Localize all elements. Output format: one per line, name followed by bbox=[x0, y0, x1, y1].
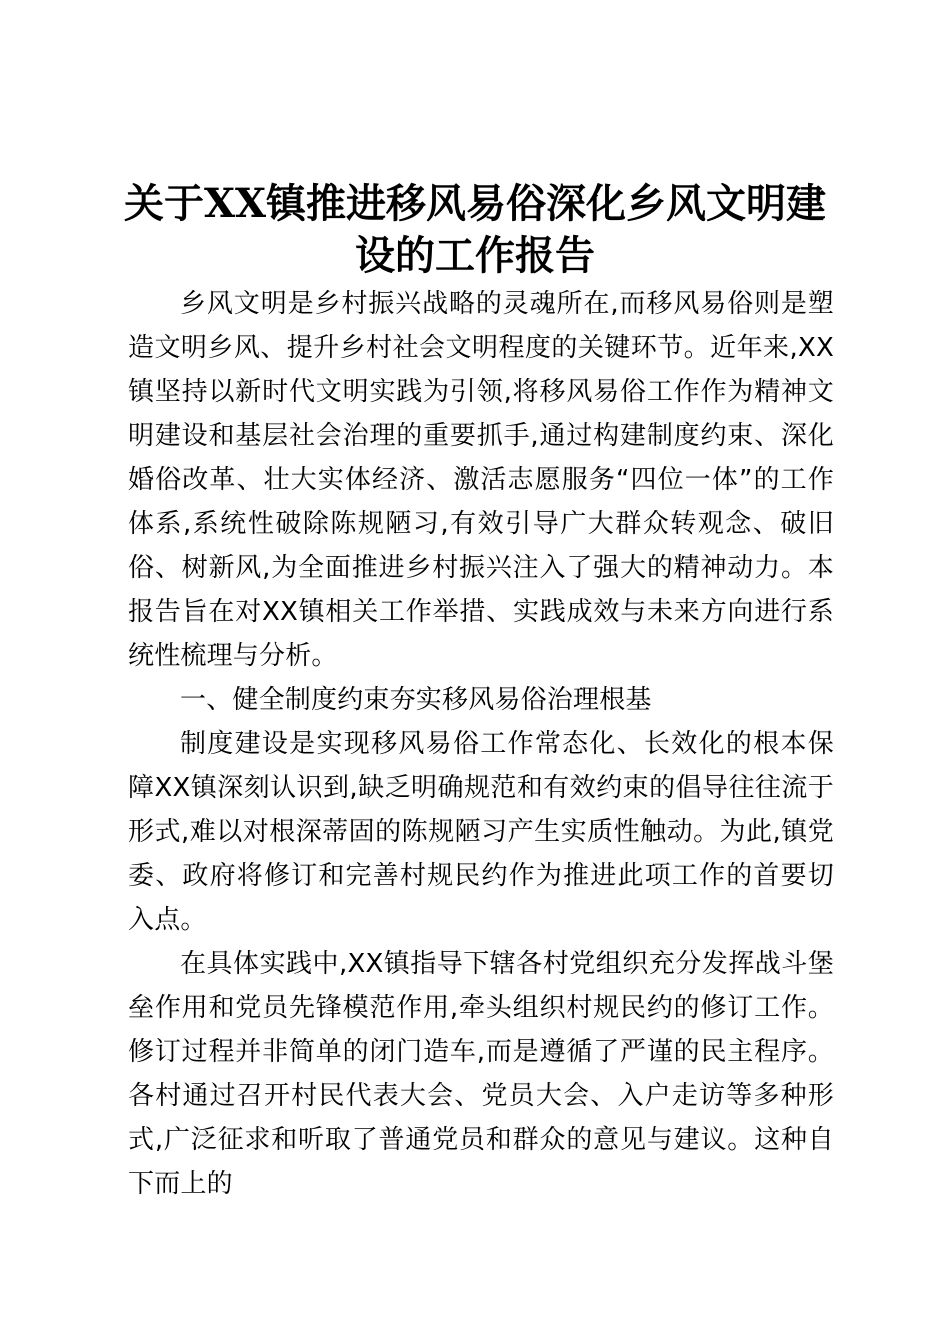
document-body bbox=[128, 282, 834, 1206]
document-title: 关于XX镇推进移风易俗深化乡风文明建设的工作报告 bbox=[123, 180, 827, 279]
section-heading-1: 一、健全制度约束夯实移风易俗治理根基 bbox=[180, 685, 652, 715]
paragraph-intro: 乡风文明是乡村振兴战略的灵魂所在,而移风易俗则是塑造文明乡风、提升乡村社会文明程度的关键环节。近年来,XX镇坚持以新时代文明实践为引领,将移风易俗工作作为精神文明建设和基层社会治理的重要抓手,通过构建制度约束、深化婚俗改革、壮大实体经济、激活志愿服务“四位一体”的工作体系,系统性破除陈规陋习,有效引导广大群众转观念、破旧俗、树新风,为全面推进乡村振兴注入了强大的精神动力。本报告旨在对XX镇相关工作举措、实践成效与未来方向进行系统性梳理与分析。 bbox=[128, 289, 834, 671]
paragraph-system-building: 制度建设是实现移风易俗工作常态化、长效化的根本保障XX镇深刻认识到,缺乏明确规范和有效约束的倡导往往流于形式,难以对根深蒂固的陈规陋习产生实质性触动。为此,镇党委、政府将修订和完善村规民约作为推进此项工作的首要切入点。 bbox=[128, 729, 834, 935]
paragraph-practice: 在具体实践中,XX镇指导下辖各村党组织充分发挥战斗堡垒作用和党员先锋模范作用,牵头组织村规民约的修订工作。修订过程并非简单的闭门造车,而是遵循了严谨的民主程序。各村通过召开村民代表大会、党员大会、入户走访等多种形式,广泛征求和听取了普通党员和群众的意见与建议。这种自下而上的 bbox=[128, 949, 834, 1199]
